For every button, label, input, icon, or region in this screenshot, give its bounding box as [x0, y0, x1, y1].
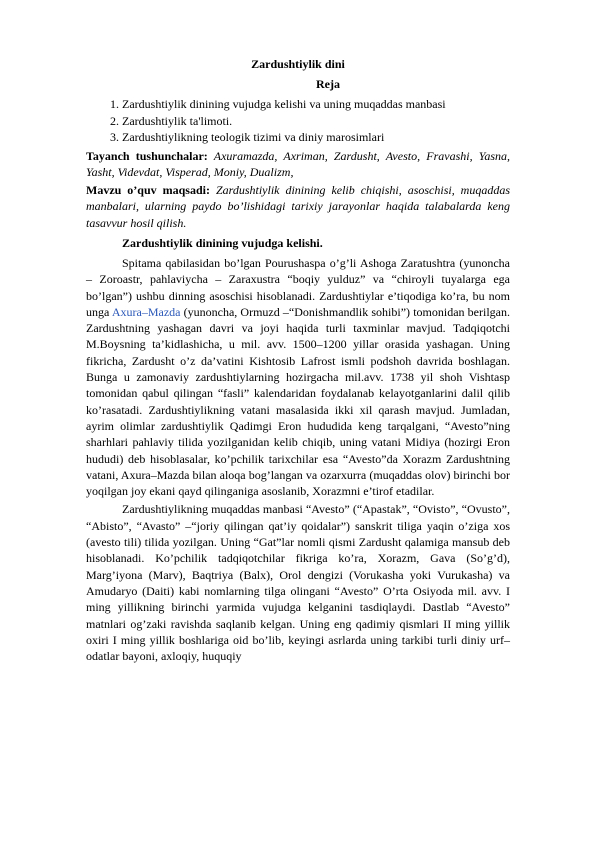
para1-before-link: Spitama qabilasidan bo’lgan Pourushaspa o’g’li Ashoga Zaratushtra (yunoncha – Zoroastr, pahlaviycha – Zaraxustra “boqiy yulduz” va “chiroyli tuyalarga ega bo’lgan”) ushbu dinning asoschisi hisoblanadi. Zardushtiylar e’tiqodiga ko’ra, bu nom unga — [86, 255, 510, 319]
body-paragraph-1 — [86, 255, 510, 499]
para1-after-link: (yunoncha, Ormuzd –“Donishmandlik sohibi”) tomonidan berilgan. Zardushtning yashagan davri va joyi haqida turli taxminlar mavjud. Tadqiqotchi M.Boysning ta’kidlashicha, u mil. avv. 1500–1200 yillar orasida yashagan. Uning fikricha, Zardusht o’z da’vatini Kishtosib Lafrost ismli podshoh davrida boshlagan. Bunga u zamonaviy zardushtiylarning hozirgacha mil.avv. 1738 yil shoh Vishtasp tomonidan qabul qilingan “fasli” kalendaridan foydalanab kelayotganlarini dalil qilib ko’rasatadi. Zardushtiylikning vatani masalasida ikki xil qarash mavjud. Jumladan, ayrim olimlar zardushtiylik Qadimgi Eron hududida keng tarqalgani, “Avesto”ning sharhlari pahlaviy tilida yozilganidan kelib chiqib, uning vatani Midiya (hozirgi Eron hududi) deb hisoblasalar, ko’pchilik tarixchilar esa “Avesto”da Xorazm Zardushtning vatani, Axura–Mazda bilan aloqa bog’langan va ozarxurra (muqaddas olov) birinchi bor yoqilgan joy ekani qayd qilinganiga asoslanib, Xorazmni e’tirof etadilar. — [86, 304, 510, 499]
plan-label: Reja — [316, 77, 340, 91]
goal-text: Zardushtiylik dinining kelib chiqishi, asoschisi, muqaddas manbalari, ularning paydo bo’lishidagi tarixiy jarayonlar haqida talabalarda keng tasavvur hosil qilish. — [86, 183, 511, 230]
plan-item-3: 3. Zardushtiylikning teologik tizimi va diniy marosimlari — [122, 129, 510, 146]
keywords-text: Axuramazda, Axriman, Zardusht, Avesto, Fravashi, Yasna, Yasht, Videvdat, Visperad, Moniy, Dualizm, — [86, 148, 511, 179]
goal-label: Mavzu o’quv maqsadi: — [86, 183, 210, 198]
keywords-paragraph — [86, 148, 510, 181]
plan-list — [86, 96, 510, 146]
document-title: Zardushtiylik dini — [251, 57, 345, 71]
keywords-label: Tayanch tushunchalar: — [86, 148, 208, 163]
plan-item-1: 1. Zardushtiylik dinining vujudga kelishi va uning muqaddas manbasi — [122, 96, 510, 113]
plan-item-2: 2. Zardushtiylik ta'limoti. — [122, 113, 510, 130]
axura-mazda-link[interactable]: Axura–Mazda — [111, 304, 181, 319]
document-page — [86, 56, 510, 666]
body-paragraph-2: Zardushtiylikning muqaddas manbasi “Avesto” (“Apastak”, “Ovisto”, “Ovusto”, “Abisto”, “Avasto” –“joriy qilingan qat’iy qoidalar”) sanskrit tiliga yaqin o’ziga xos (avesto tili) tilida yozilgan. Uning “Gat”lar nomli qismi Zardusht qalamiga mansub deb hisoblanadi. Ko’pchilik tadqiqotchilar fikriga ko’ra, Xorazm, Gava (So’g’d), Marg’iyona (Marv), Baqtriya (Balx), Orol dengizi (Vorukasha yoki Vurukasha) va Amudaryo (Daiti) kabi nomlarning tilga olingani “Avesto” O’rta Osiyoda mil. avv. I ming yillikning birinchi yarmida vujudga kelganini tasdiqlaydi. Dastlab “Avesto” matnlari og’zaki ravishda saqlanib kelgan. Uning eng qadimiy qismlari II ming yillik oxiri I ming yillik boshlariga oid bo’lib, keyingi asrlarda uning tarkibi turli diniy urf–odatlar bayoni, axloqiy, huquqiy — [86, 502, 510, 664]
goal-paragraph — [86, 182, 510, 231]
section-heading: Zardushtiylik dinining vujudga kelishi. — [122, 235, 323, 250]
